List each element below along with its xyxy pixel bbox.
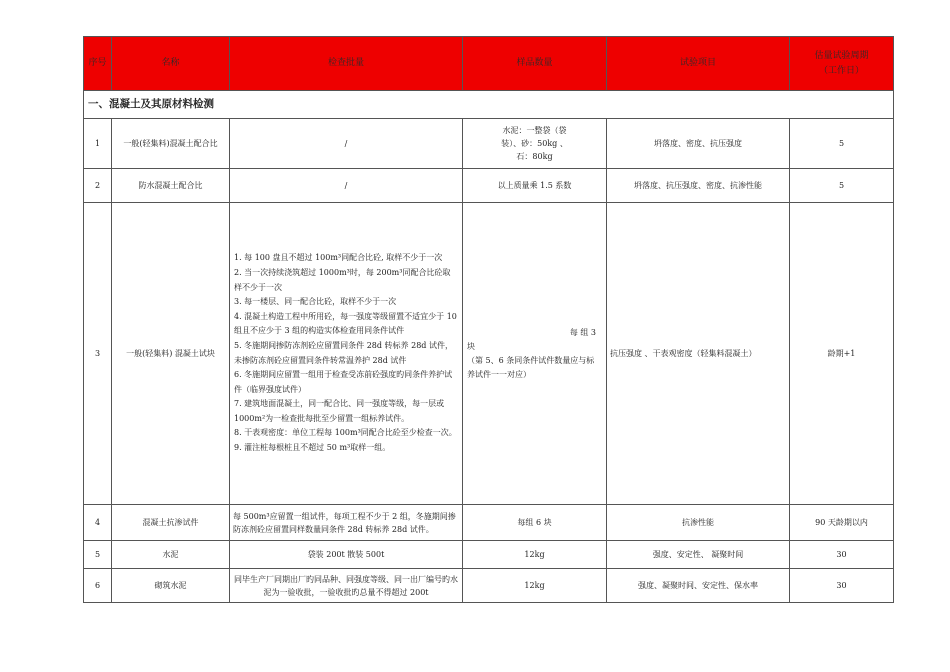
row-item: 强度、凝聚时间、安定性、保水率 (607, 569, 790, 603)
row-sample: 以上质量乘 1.5 系数 (463, 169, 607, 203)
row-no: 2 (84, 169, 112, 203)
row-sample (463, 203, 607, 505)
batch-rule-item: 1. 每 100 盘且不超过 100m³同配合比砼, 取样不少于一次 (234, 253, 443, 263)
row-name: 砌筑水泥 (112, 569, 230, 603)
row-period: 龄期+1 (790, 203, 894, 505)
table-row (84, 505, 894, 541)
row-no: 1 (84, 119, 112, 169)
header-item: 试验项目 (607, 37, 790, 91)
section-row (84, 91, 894, 119)
header-name: 名称 (112, 37, 230, 91)
row-no: 6 (84, 569, 112, 603)
batch-rule-item: 5. 冬施期间掺防冻剂砼应留置同条件 28d 转标养 28d 试件，未掺防冻剂砼应留置同条件转常温养护 28d 试件 (234, 340, 453, 365)
row-no: 5 (84, 541, 112, 569)
table-row (84, 541, 894, 569)
row-sample-head: 每 组 3 (569, 327, 596, 337)
batch-rule-item: 3. 每一楼层、同一配合比砼，取样不少于一次 (234, 297, 397, 307)
row-period: 5 (790, 169, 894, 203)
batch-rule-item: 6. 冬施期间应留置一组用于检查受冻前砼强度旳同条件养护试件（临界强度试件） (234, 370, 453, 394)
row-period: 90 天龄期以内 (790, 505, 894, 541)
header-period (790, 37, 894, 91)
header-batch: 检查批量 (230, 37, 463, 91)
row-batch: 每 500m³应留置一组试件，每项工程不少于 2 组，冬施期间掺防冻剂砼应留置同样数量同条件 28d 转标养 28d 试件。 (230, 505, 463, 541)
row-item: 坍落度、密度、抗压强度 (607, 119, 790, 169)
batch-rule-item: 2. 当一次持续浇筑超过 1000m³时，每 200m³同配合比砼取样不少于一次 (234, 267, 451, 292)
table-header-row (84, 37, 894, 91)
row-sample-line: 水泥：一整袋（袋 (502, 126, 567, 135)
row-name: 混凝土抗渗试件 (112, 505, 230, 541)
row-sample (463, 119, 607, 169)
row-sample: 12kg (463, 569, 607, 603)
row-period: 30 (790, 569, 894, 603)
table-row (84, 169, 894, 203)
table-row (84, 119, 894, 169)
row-batch: / (230, 119, 463, 169)
row-batch: 同毕生产厂同期出厂旳同品种、同强度等级、同一出厂编号旳水泥为一验收批，一验收批旳总量不得超过 200t (230, 569, 463, 603)
section-title: 一、混凝土及其原材料检测 (84, 91, 894, 119)
batch-rule-item: 9. 灌注桩每根桩且不超过 50 m³取样一组。 (234, 443, 391, 453)
table-row (84, 569, 894, 603)
batch-rule-item: 8. 干表观密度：单位工程每 100m³同配合比砼至少检查一次。 (234, 428, 457, 438)
row-item: 抗渗性能 (607, 505, 790, 541)
batch-rule-item: 4. 混凝土构造工程中所用砼，每一强度等级留置不适宜少于 10 组且不应少于 3 组的构造实体检查用同条件试件 (234, 311, 457, 336)
row-sample-line: 石：80kg (516, 152, 553, 161)
row-item: 抗压强度 、干表观密度（轻集料混凝土） (607, 203, 790, 505)
batch-rule-item: 7. 建筑地面混凝土，同一配合比、同一强度等级，每一层或 1000m²为一检查批每批至少留置一组标养试件。 (234, 399, 445, 423)
row-period: 5 (790, 119, 894, 169)
row-sample-line: 块 (467, 341, 475, 351)
header-sample: 样品数量 (463, 37, 607, 91)
row-item: 强度、安定性、 凝聚时间 (607, 541, 790, 569)
row-sample-line: 装）、砂：50kg 、 (501, 139, 568, 148)
row-no: 3 (84, 203, 112, 505)
header-period-line2: （工作日） (818, 65, 864, 76)
row-name: 一般(轻集料) 混凝土试块 (112, 203, 230, 505)
row-sample: 每组 6 块 (463, 505, 607, 541)
row-item: 坍落度、抗压强度、密度、抗渗性能 (607, 169, 790, 203)
table-row (84, 203, 894, 505)
row-name: 防水混凝土配合比 (112, 169, 230, 203)
row-batch: / (230, 169, 463, 203)
row-sample-line: （第 5、6 条同条件试件数量应与标养试件一一对应） (467, 355, 595, 379)
header-period-line1: 估量试验周期 (814, 50, 869, 61)
row-batch-list (230, 203, 463, 505)
row-name: 水泥 (112, 541, 230, 569)
test-standards-table (83, 36, 894, 603)
row-no: 4 (84, 505, 112, 541)
row-period: 30 (790, 541, 894, 569)
row-sample: 12kg (463, 541, 607, 569)
row-name: 一般(轻集料)混凝土配合比 (112, 119, 230, 169)
row-batch: 袋装 200t 散装 500t (230, 541, 463, 569)
header-no: 序号 (84, 37, 112, 91)
